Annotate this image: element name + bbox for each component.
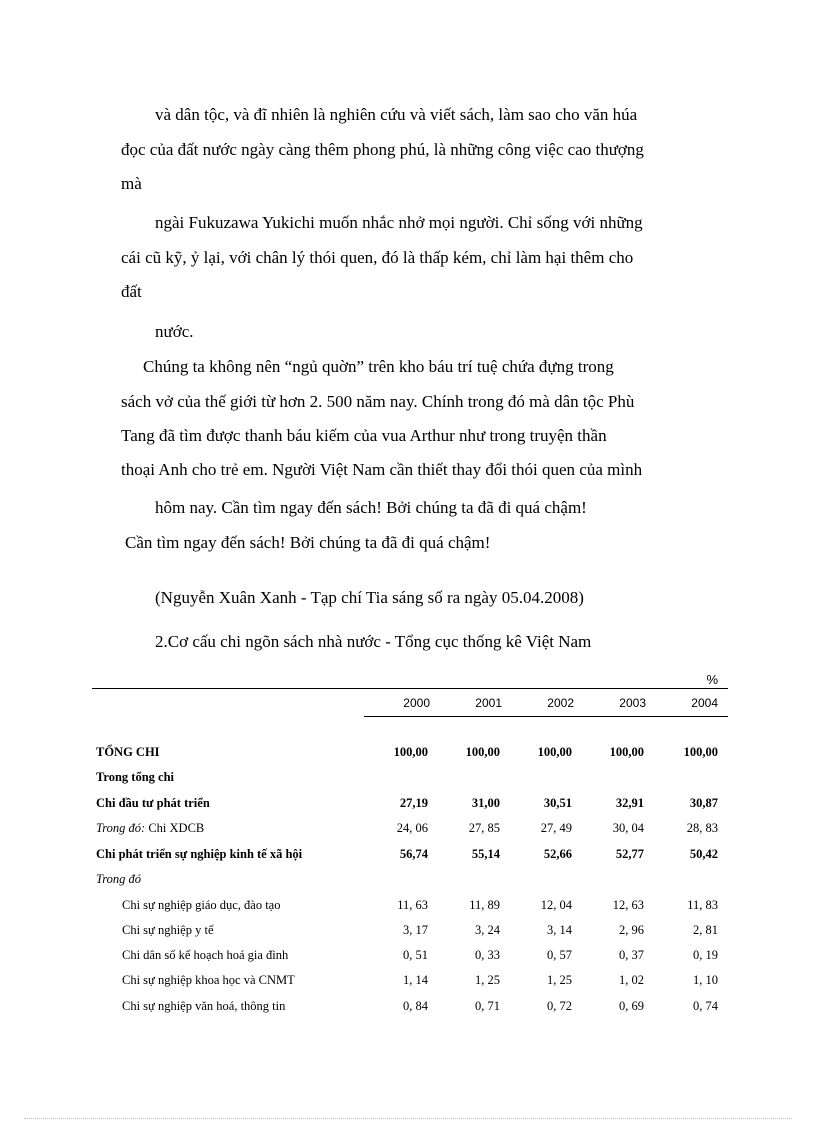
row-label-prefix: Trong đó: [96,821,146,835]
cell: 0, 84 [403,999,428,1013]
paragraph-line: Tang đã tìm được thanh báu kiếm của vua Arthur như trong truyện thần [121,426,607,445]
cell: 31,00 [471,796,500,810]
table-row [92,796,728,816]
cell: 12, 63 [612,898,644,912]
year-header: 2001 [475,696,502,710]
cell: 27,19 [399,796,428,810]
row-label: Chi sự nghiệp giáo dục, đào tạo [122,898,281,912]
table-row [92,872,728,892]
cell: 3, 17 [403,923,428,937]
cell: 0, 74 [693,999,718,1013]
row-label: Chi đầu tư phát triển [96,796,210,810]
cell: 0, 51 [403,948,428,962]
cell: 1, 25 [547,973,572,987]
cell: 11, 83 [687,898,718,912]
row-label: Chi sự nghiệp khoa học và CNMT [122,973,295,987]
cell: 1, 10 [693,973,718,987]
table-row [92,973,728,993]
cell: 24, 06 [396,821,428,835]
cell: 11, 89 [469,898,500,912]
cell: 28, 83 [686,821,718,835]
cell: 0, 19 [693,948,718,962]
table-top-rule [92,688,728,689]
row-label: Trong tổng chi [96,770,175,784]
paragraph-line: hôm nay. Cần tìm ngay đến sách! Bởi chúng ta đã đi quá chậm! [155,498,587,517]
row-label-text: Chi XDCB [145,821,205,835]
row-label [96,821,204,836]
paragraph-line: nước. [155,322,194,341]
paragraph-line: mà [121,174,142,193]
citation-line: (Nguyễn Xuân Xanh - Tạp chí Tia sáng số ra ngày 05.04.2008) [155,588,584,607]
paragraph-line: ngài Fukuzawa Yukichi muốn nhắc nhở mọi người. Chỉ sống với những [155,213,643,232]
cell: 50,42 [689,847,718,861]
cell: 2, 96 [619,923,644,937]
cell: 0, 57 [547,948,572,962]
cell: 0, 72 [547,999,572,1013]
cell: 30, 04 [612,821,644,835]
cell: 0, 71 [475,999,500,1013]
cell: 30,51 [543,796,572,810]
row-label: TỔNG CHI [96,745,160,759]
row-label: Chi sự nghiệp y tế [122,923,214,937]
paragraph-line: thoại Anh cho trẻ em. Người Việt Nam cần thiết thay đổi thói quen của mình [121,460,643,479]
paragraph-line: đất [121,282,142,301]
cell: 100,00 [465,745,500,759]
page-bottom-rule [24,1118,792,1119]
table-header-rule [364,716,728,717]
row-label: Trong đó [96,872,142,886]
paragraph-line: sách vở của thế giới từ hơn 2. 500 năm nay. Chính trong đó mà dân tộc Phù [121,392,635,411]
row-label: Chi dân số kế hoạch hoá gia đình [122,948,289,962]
cell: 56,74 [399,847,428,861]
table-row [92,847,728,867]
cell: 32,91 [615,796,644,810]
cell: 1, 14 [403,973,428,987]
unit-label: % [706,672,718,687]
year-header: 2000 [403,696,430,710]
cell: 2, 81 [693,923,718,937]
row-label: Chi phát triển sự nghiệp kinh tế xã hội [96,847,303,861]
cell: 11, 63 [397,898,428,912]
cell: 100,00 [683,745,718,759]
table-row [92,745,728,765]
cell: 0, 69 [619,999,644,1013]
cell: 3, 24 [475,923,500,937]
table-row [92,948,728,968]
cell: 100,00 [537,745,572,759]
table-row [92,898,728,918]
cell: 1, 25 [475,973,500,987]
cell: 100,00 [609,745,644,759]
table-row [92,770,728,790]
table-row [92,821,728,841]
cell: 3, 14 [547,923,572,937]
cell: 100,00 [393,745,428,759]
year-header: 2003 [619,696,646,710]
cell: 52,77 [615,847,644,861]
paragraph-line: đọc của đất nước ngày càng thêm phong phú, là những công việc cao thượng [121,140,644,159]
year-header: 2004 [691,696,718,710]
table-row [92,923,728,943]
table-row [92,999,728,1019]
cell: 12, 04 [540,898,572,912]
paragraph-line: và dân tộc, và đĩ nhiên là nghiên cứu và viết sách, làm sao cho văn húa [155,105,638,124]
cell: 52,66 [543,847,572,861]
cell: 0, 37 [619,948,644,962]
cell: 55,14 [471,847,500,861]
section-heading: 2.Cơ cấu chi ngõn sách nhà nước - Tổng cục thống kê Việt Nam [155,632,592,651]
row-label: Chi sự nghiệp văn hoá, thông tin [122,999,286,1013]
paragraph-line: Cần tìm ngay đến sách! Bởi chúng ta đã đi quá chậm! [125,533,491,552]
cell: 1, 02 [619,973,644,987]
cell: 27, 49 [540,821,572,835]
cell: 0, 33 [475,948,500,962]
paragraph-line: Chúng ta không nên “ngủ quờn” trên kho báu trí tuệ chứa đựng trong [143,357,614,376]
cell: 30,87 [689,796,718,810]
paragraph-line: cái cũ kỹ, ỷ lại, với chân lý thói quen, đó là thấp kém, chỉ làm hại thêm cho [121,248,634,267]
cell: 27, 85 [468,821,500,835]
year-header: 2002 [547,696,574,710]
